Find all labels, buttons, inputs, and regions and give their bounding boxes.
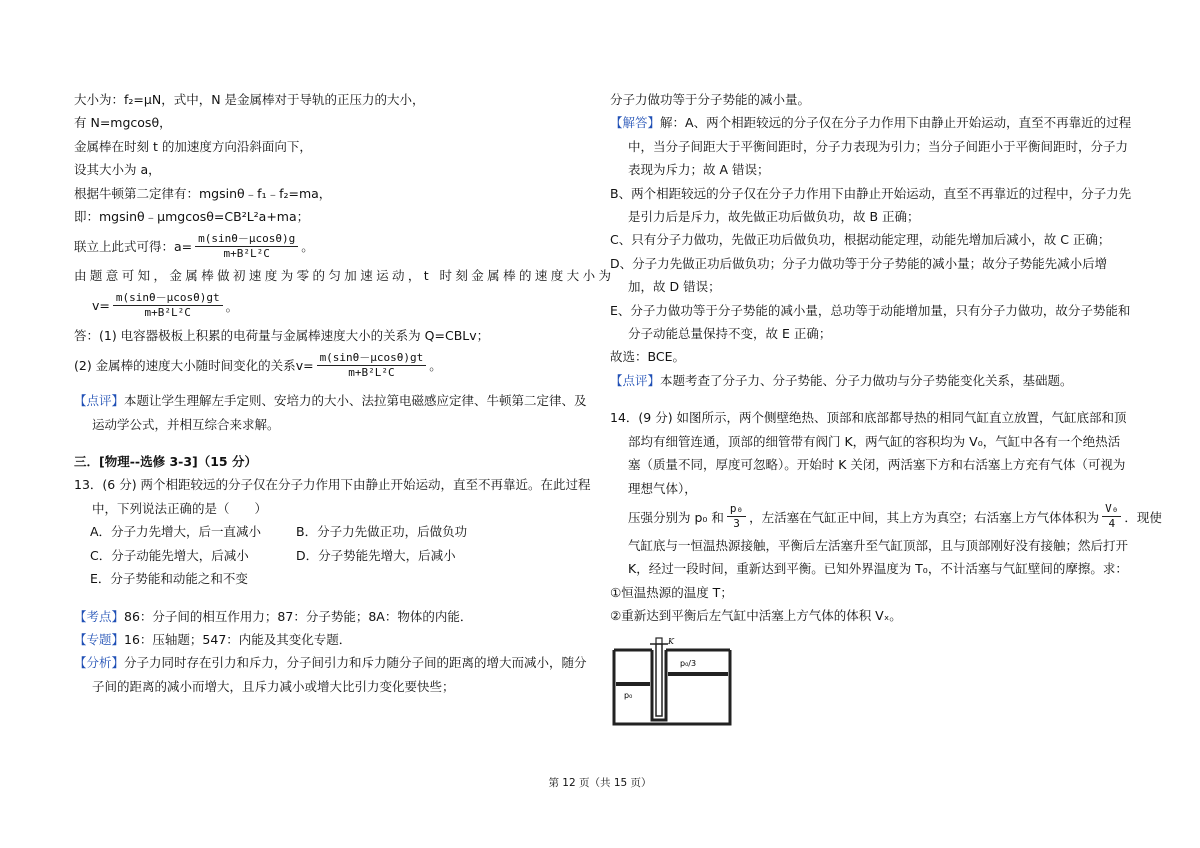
denominator: m+B²L²C [348,365,395,379]
q14-text-a: 压强分别为 p₀ 和 [628,509,724,525]
equation-end: 。 [429,358,442,374]
numerator: m(sinθ－μcosθ)gt [317,351,427,366]
kaodian-tag: 【考点】 [74,608,125,624]
paragraph: 分子力做功等于分子势能的减小量。 [610,92,811,107]
cylinder-outer-wall [614,650,730,724]
choice-d: D．分子势能先增大，后减小 [296,547,456,563]
option-b-analysis: B、两个相距较远的分子仅在分子力作用下由静止开始运动，直至不再靠近的过程中，分子力先是引力后是斥力，故先做正功后做负功，故 B 正确； [610,185,1132,225]
paragraph: 设其大小为 a， [74,162,161,178]
denominator: 3 [733,517,740,531]
question-14-part1: 14．(9 分) 如图所示，两个侧壁绝热、顶部和底部都导热的相同气缸直立放置，气缸底部和顶部均有细管连通，顶部的细管带有阀门 K，两气缸的容积均为 V₀，气缸中各有一个绝热活塞（质量不同，厚度可忽略）。开始时 K 关闭，两活塞下方和右活塞上方充有气体（可视为理想气体）， [610,410,1127,496]
question-14-sub-i: ①恒温热源的温度 T； [610,584,733,600]
choice-c: C．分子动能先增大，后减小 [90,547,249,563]
choice-b: B．分子力先做正功，后做负功 [296,524,468,540]
zhuanti-text: 16：压轴题；547：内能及其变化专题． [124,631,352,647]
fraction [317,351,427,380]
option-e-analysis: E、分子力做功等于分子势能的减小量，总功等于动能增加量，只有分子力做功，故分子势能和分子动能总量保持不变，故 E 正确； [610,302,1131,342]
denominator: m+B²L²C [144,306,191,320]
choice-row [74,520,596,543]
paragraph: 金属棒在时刻 t 的加速度方向沿斜面向下， [74,138,312,154]
zhuanti-tag: 【专题】 [74,631,125,647]
q14-text-c: ．现使 [1124,509,1162,525]
gas-cylinder-diagram [610,636,734,728]
equation-end: 。 [225,298,239,314]
fraction [727,502,746,531]
comment-block [74,389,596,436]
q14-text-b: ，左活塞在气缸正中间，其上方为真空；右活塞上方气体体积为 [749,509,1100,525]
paragraph: 根据牛顿第二定律有：mgsinθ﹣f₁﹣f₂=ma， [74,185,332,201]
dianping-text: 本题考查了分子力、分子势能、分子力做功与分子势能变化关系，基础题。 [660,372,1073,388]
choice-row [74,544,596,567]
answer-1: 答：(1) 电容器极板上积累的电荷量与金属棒速度大小的关系为 Q=CBLv； [74,327,490,343]
kaodian-text: 86：分子间的相互作用力；87：分子势能；8A：物体的内能． [124,608,473,624]
equation-lhs: v= [92,298,110,314]
fraction [1102,502,1121,531]
comment-tag: 【点评】 [74,393,125,409]
equation-velocity [74,288,596,324]
question-13: 13．(6 分) 两个相距较远的分子仅在分子力作用下由静止开始运动，直至不再靠近。在此过程中，下列说法正确的是（ ） [74,477,591,516]
numerator: p₀ [727,502,746,517]
option-d-analysis: D、分子力先做正功后做负功；分子力做功等于分子势能的减小量；故分子势能先减小后增加，故 D 错误； [610,255,1108,295]
section-title: 三．[物理--选修 3-3]（15 分） [74,454,257,470]
paragraph: 由题意可知，金属棒做初速度为零的匀加速运动，t 时刻金属棒的速度大小为 [74,268,615,284]
option-c-analysis: C、只有分子力做功，先做正功后做负功，根据动能定理，动能先增加后减小，故 C 正确； [610,232,1111,248]
fraction [195,232,298,261]
left-column [74,88,615,698]
choice-a: A．分子力先增大，后一直减小 [90,524,262,540]
question-14-part2 [610,500,1162,534]
equation-acceleration [74,228,596,264]
paragraph: 大小为：f₂=μN，式中，N 是金属棒对于导轨的正压力的大小， [74,92,425,107]
zhuanti-block [74,628,596,651]
paragraph: 有 N=mgcosθ， [74,115,172,131]
dianping-tag: 【点评】 [610,372,661,388]
numerator: m(sinθ－μcosθ)gt [113,291,223,306]
fraction [113,291,223,320]
connecting-tube [656,644,662,716]
middle-wall [652,650,666,720]
right-piston [668,672,728,676]
fenxi-tag: 【分析】 [74,655,125,671]
right-column [610,88,1162,628]
comment-text: 本题让学生理解左手定则、安培力的大小、法拉第电磁感应定律、牛顿第二定律、及运动学公式，并相互综合来求解。 [92,393,587,432]
equation-lhs: v= [295,357,314,373]
left-piston [616,682,650,686]
kaodian-block [74,605,596,628]
numerator: m(sinθ－μcosθ)g [195,232,298,247]
question-14-part3: 气缸底与一恒温热源接触，平衡后左活塞升至气缸顶部，且与顶部刚好没有接触；然后打开 K，经过一段时间，重新达到平衡。已知外界温度为 T₀，不计活塞与气缸壁间的摩擦。求： [628,537,1129,577]
denominator: 4 [1108,517,1116,531]
left-pressure-label: p₀ [624,691,633,700]
choice-row [74,567,596,590]
jieda-block [610,111,1132,181]
jieda-text: 解：A、两个相距较远的分子仅在分子力作用下由静止开始运动，直至不再靠近的过程中，当分子间距大于平衡间距时，分子力表现为引力；当分子间距小于平衡间距时，分子力表现为斥力；故 A 错误； [628,115,1132,178]
answer-2-prefix: (2) 金属棒的速度大小随时间变化的关系 [74,358,296,374]
equation-end: 。 [301,239,314,255]
question-14-sub-ii: ②重新达到平衡后左气缸中活塞上方气体的体积 Vₓ。 [610,608,902,624]
paragraph: 即：mgsinθ﹣μmgcosθ=CB²L²a+ma； [74,209,310,225]
equation-lhs: a= [174,238,193,254]
valve-label: K [668,637,674,646]
fenxi-block [74,651,596,698]
final-answer: 故选：BCE。 [610,349,685,365]
numerator: V₀ [1102,502,1121,517]
choice-e: E．分子势能和动能之和不变 [90,571,248,587]
right-pressure-label: p₀/3 [680,659,697,668]
denominator: m+B²L²C [223,246,270,260]
answer-2 [74,347,596,383]
dianping-block [610,369,1132,392]
jieda-tag: 【解答】 [610,115,661,131]
valve-k [656,638,662,644]
page-footer: 第 12 页（共 15 页） [548,777,652,789]
fenxi-text: 分子力同时存在引力和斥力，分子间引力和斥力随分子间的距离的增大而减小，随分子间的距离的减小而增大，且斥力减小或增大比引力变化要快些； [92,655,587,694]
equation-prefix: 联立上此式可得： [74,239,175,255]
